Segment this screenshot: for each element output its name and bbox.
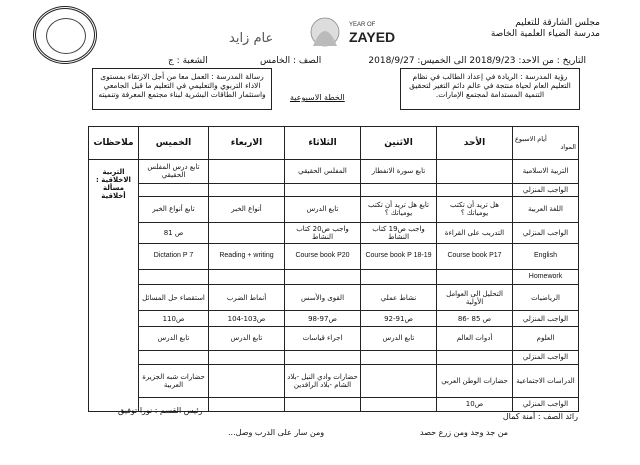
lesson-cell: نشاط عملي <box>361 285 437 311</box>
lesson-cell: حضارات الوطن العربي <box>437 364 513 397</box>
homework-cell <box>361 270 437 285</box>
school-vision: رؤية المدرسة : الريادة في إعداد الطالب في نظام التعليم العام لحياة منتجة في عالم دائم التغير لتحقيق التنمية المستدامة لمجتمع الإمارات. <box>400 68 580 110</box>
homework-cell <box>361 350 437 364</box>
homework-cell <box>285 397 361 411</box>
lesson-cell: Course book P20 <box>285 243 361 269</box>
lesson-cell: القوى والأسس <box>285 285 361 311</box>
subject-cell: العلوم <box>513 326 579 350</box>
homework-label: الواجب المنزلي <box>513 311 579 326</box>
day-header: الاربعاء <box>209 127 285 160</box>
lesson-cell: تابع سورة الانفطار <box>361 159 437 183</box>
council-name: مجلس الشارقة للتعليم <box>515 18 600 28</box>
plan-title: الخطة الاسبوعية <box>290 93 345 102</box>
lesson-cell: تابع الدرس <box>361 326 437 350</box>
homework-label: الواجب المنزلي <box>513 183 579 196</box>
homework-cell <box>209 397 285 411</box>
lesson-cell: أنواع الخبر <box>209 196 285 222</box>
lesson-cell: Course book P 18-19 <box>361 243 437 269</box>
lesson-cell: هل تريد أن تكتب يومياتك ؟ <box>437 196 513 222</box>
lesson-cell: تابع هل تريد أن تكتب يومياتك ؟ <box>361 196 437 222</box>
homework-cell: ص 81 <box>139 223 209 244</box>
homework-cell: ص91-92 <box>361 311 437 326</box>
proverb-one: من جد وجد ومن زرع حصد <box>420 428 509 437</box>
subject-cell: اللغة العربية <box>513 196 579 222</box>
homework-cell: ص110 <box>139 311 209 326</box>
lesson-cell: تابع أنواع الخبر <box>139 196 209 222</box>
homework-cell: ص103-104 <box>209 311 285 326</box>
class-leader: رائد الصف : أمنة كمال <box>502 412 578 421</box>
subject-cell: التربية الاسلامية <box>513 159 579 183</box>
homework-cell <box>437 183 513 196</box>
lesson-cell: تابع الدرس <box>139 326 209 350</box>
homework-cell <box>209 223 285 244</box>
homework-cell: ص10 <box>437 397 513 411</box>
lesson-cell <box>437 159 513 183</box>
homework-cell <box>209 270 285 285</box>
day-header: الأحد <box>437 127 513 160</box>
date-range: التاريخ : من الاحد: 2018/9/23 الى الخميس: 2018/9/27 <box>368 56 586 66</box>
school-name: مدرسة الضياء العلمية الخاصة <box>490 29 600 39</box>
lesson-cell: استقصاء حل المسائل <box>139 285 209 311</box>
subject-cell: الرياضيات <box>513 285 579 311</box>
lesson-cell: Dictation P 7 <box>139 243 209 269</box>
lesson-cell <box>209 364 285 397</box>
homework-cell <box>209 350 285 364</box>
lesson-cell: اجراء قياسات <box>285 326 361 350</box>
homework-cell <box>285 350 361 364</box>
day-header: الاثنين <box>361 127 437 160</box>
year-of-label: YEAR OF <box>349 22 376 28</box>
lesson-cell: Course book P17 <box>437 243 513 269</box>
lesson-cell: المفلس الحقيقي <box>285 159 361 183</box>
lesson-cell: تابع الدرس <box>285 196 361 222</box>
table-corner: أيام الاسبوع المواد <box>513 127 579 160</box>
lesson-cell: حضارات شبه الجزيرة العربية <box>139 364 209 397</box>
lesson-cell: أنماط الضرب <box>209 285 285 311</box>
homework-cell <box>285 183 361 196</box>
homework-cell: ص 85 -86 <box>437 311 513 326</box>
homework-cell <box>139 183 209 196</box>
homework-cell <box>437 350 513 364</box>
lesson-cell: أدوات العالم <box>437 326 513 350</box>
homework-cell <box>361 183 437 196</box>
homework-cell <box>209 183 285 196</box>
department-head: رئيس القسم : نورا توفيق <box>118 406 203 415</box>
homework-cell: التدريب على القراءة <box>437 223 513 244</box>
year-of-zayed-ar: عام زايد <box>229 31 274 46</box>
subject-cell: الدراسات الاجتماعية <box>513 364 579 397</box>
lesson-cell: تابع الدرس <box>209 326 285 350</box>
lesson-cell: تابع درس المفلس الحقيقي <box>139 159 209 183</box>
day-header: الخميس <box>139 127 209 160</box>
school-seal-logo <box>33 6 97 64</box>
homework-cell <box>139 350 209 364</box>
homework-label: الواجب المنزلي <box>513 223 579 244</box>
lesson-cell: التحليل الى العوامل الأولية <box>437 285 513 311</box>
notes-header: ملاحظات <box>89 127 139 160</box>
weekly-plan-table <box>88 126 579 412</box>
homework-label: الواجب المنزلي <box>513 397 579 411</box>
subject-cell: English <box>513 243 579 269</box>
grade-label: الصف : الخامس <box>260 56 322 66</box>
homework-cell: واجب ص20 كتاب النشاط <box>285 223 361 244</box>
notes-cell: التربية الاخلاقية : مسألة أخلاقية <box>89 159 139 411</box>
section-label: الشعبة : ج <box>168 56 208 66</box>
homework-label: Homework <box>513 270 579 285</box>
school-header <box>491 18 600 40</box>
school-mission: رسالة المدرسة : العمل معا من أجل الارتقاء بمستوى الاداء التربوي والتعليمي في التعليم ما قبل الجامعي واستثمار الطاقات البشرية لبناء مجتمع المعرفة وتنميته <box>92 68 272 110</box>
lesson-cell <box>361 364 437 397</box>
homework-label: الواجب المنزلي <box>513 350 579 364</box>
year-of-zayed-logo <box>225 12 425 52</box>
homework-cell: واجب ص19 كتاب النشاط <box>361 223 437 244</box>
homework-cell <box>437 270 513 285</box>
day-header: الثلاثاء <box>285 127 361 160</box>
homework-cell <box>361 397 437 411</box>
zayed-label: ZAYED <box>349 29 396 45</box>
proverb-two: ومن سار على الدرب وصل... <box>228 428 325 437</box>
homework-cell: ص97-98 <box>285 311 361 326</box>
homework-cell <box>139 270 209 285</box>
lesson-cell <box>209 159 285 183</box>
lesson-cell: حضارات وادي النيل -بلاد الشام -بلاد الرافدين <box>285 364 361 397</box>
lesson-cell: Reading + writing <box>209 243 285 269</box>
homework-cell <box>285 270 361 285</box>
